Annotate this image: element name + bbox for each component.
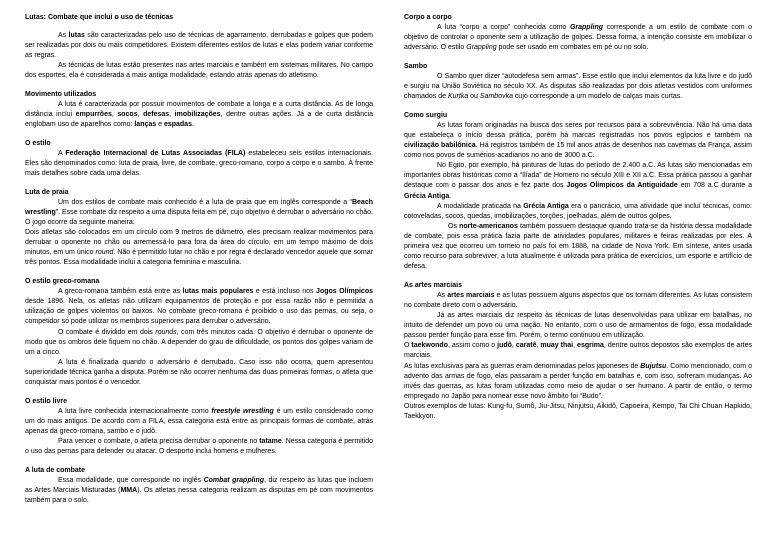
text-run: e as lutas possuem alguns aspectos que os tornam diferentes. As lutas consistem no combate direto com o adversário. <box>404 291 752 309</box>
text-run: corresponde a um estilo de combate com o objetivo de controlar o oponente sem a utilização de golpes. Dessa forma, a intenção consiste em imobilizar o adversário. O estilo <box>404 24 752 52</box>
text-run: , dentre outras ações. Já a de curta distância englobam uso de aparelhos como: <box>25 111 374 129</box>
section-heading: O estilo livre <box>25 397 68 405</box>
bold-text: muay thai <box>540 342 574 350</box>
text-run: . <box>191 121 194 129</box>
left-column <box>25 13 373 506</box>
paragraph <box>404 222 752 272</box>
bold-text: Grécia Antiga <box>404 192 450 200</box>
text-run: O Sambo quer dizer “autodefesa sem armas”. Esse estilo que inclui elementos da luta livre e do judô e surgiu na União Soviética no século XX. As disputas são realizadas por dois atletas vestidos com uniformes chamados de <box>404 72 752 101</box>
section-corpo-a-corpo <box>404 13 752 53</box>
paragraph <box>25 287 373 327</box>
text-run: As lutas foram originadas na busca dos seres por recursos para a sobrevivência. Não há uma data que estabeleça o início dessa prática, porém há marcas registradas nos povos egípcios e também na <box>404 121 752 139</box>
text-run: A <box>58 150 66 158</box>
bold-text: Jogos Olímpicos <box>316 288 373 296</box>
text-run: são caracterizadas pelo uso de técnicas de agarramento, derrubadas e golpes que podem ser realizadas por dois ou mais competidores. Existem diferentes estilos de lutas e elas podem variar conforme as regras. <box>25 32 373 60</box>
text-run: . Como mencionado, com o advento das armas de fogo, elas passaram a perder função em batalhas e, com isso, sofreram mudanças. Ao invés das guerras, as lutas foram utilizadas como meio de ajudar o ser humano. A partir de então, o termo empregado no Japão para nomear esse novo âmbito foi “Budo”. <box>404 362 752 400</box>
paragraph <box>404 121 752 161</box>
paragraph <box>404 291 752 311</box>
document-title: Lutas: Combate que inclui o uso de técnicas <box>25 14 174 21</box>
right-column <box>404 13 752 422</box>
bold-text: Jogos Olímpicos da Antiguidade <box>566 182 678 190</box>
bold-italic-text: freestyle wrestling <box>211 407 274 415</box>
bold-text: Beach wrestling <box>25 198 373 216</box>
text-run: Já as artes marciais diz respeito às técnicas de lutas desenvolvidas para utilizar em batalhas, no intuito de defender um povo ou uma nação. No entanto, com o uso de armamentos de fogo, essa modalidade passou perder função para esse fim. Porém, o termo continuou em utilização. <box>404 312 752 340</box>
section-luta-de-combate <box>25 466 373 506</box>
italic-text: rounds <box>155 328 177 336</box>
bold-text: empurrões <box>75 111 112 119</box>
text-run: Outros exemplos de lutas: Kung-fu, Sumô, Jiu-Jitsu, Ninjutsu, Aikidô, Capoeira, Kempo, Tai Chi Chuan Hapkido, Taekkyon. <box>404 402 752 420</box>
paragraph <box>25 198 373 228</box>
bold-text: MMA <box>120 486 138 494</box>
text-run: , <box>536 342 541 350</box>
text-run: e <box>156 121 164 129</box>
paragraph <box>404 72 752 102</box>
section-heading: Como surgiu <box>404 111 448 119</box>
text-run: era o pancrácio, uma atividade que incluí técnicas, como: cotoveladas, socos, quedas, imobilizações, torções, joelhadas, além de outros golpes. <box>404 202 752 220</box>
section-heading: Corpo a corpo <box>404 14 452 21</box>
text-run: estabeleceu seis estilos internacionais. Eles são denominados como: luta de praia, livre, de combate, greco-romano, corpo a corpo e o sambo. À frente mais detalhes sobre cada uma delas. <box>25 150 373 178</box>
text-run: ). Os atletas nessa categoria realizam as disputas em pé com movimentos também para o solo. <box>25 486 373 504</box>
text-run: O combate é dividido em dois <box>58 328 156 336</box>
italic-text: Kurtka <box>447 93 469 101</box>
text-run: é um estilo considerado como um do mais antigos. De acordo com a FILA, essa categoria está entre as principais formas de combate, atrás apenas da greco-romana, sambo e o judô. <box>25 407 374 435</box>
section-heading: As artes marciais <box>404 281 462 289</box>
text-run: . Nessa categoria é permitido o uso das pernas para defender ou atacar. O desporto inclui homens e mulheres. <box>25 437 373 456</box>
text-run: A modalidade praticada na <box>437 202 524 210</box>
paragraph <box>25 61 373 81</box>
paragraph <box>404 23 752 53</box>
text-run: cujo corresponde a um modelo de calças mais curtas. <box>512 93 683 101</box>
intro-section <box>25 31 373 81</box>
paragraph <box>25 328 373 358</box>
text-run: , <box>511 342 516 350</box>
bold-text: judô <box>497 342 512 350</box>
section-heading: Luta de praia <box>25 188 69 196</box>
bold-text: defesas <box>143 111 170 119</box>
text-run: , <box>137 111 144 119</box>
paragraph <box>404 402 752 422</box>
text-run: No Egito, por exemplo, há pinturas de lutas do período de 2.400 a.C. As lutas são mencionadas em importantes obras históricas como a “Ilíada” de Homero no século XIII e XII a.C. Essa prática passou a ganhar destaque com o passar dos anos e fez parte dos <box>404 162 752 190</box>
italic-text: Grappling <box>466 44 497 52</box>
bold-text: lanças <box>134 121 157 129</box>
bold-italic-text: Combat grappling <box>203 476 265 484</box>
paragraph <box>25 358 373 388</box>
text-run: A luta é finalizada quando o adversário é derrubado. Caso isso não ocorra, quem apresentou superioridade técnica ganha a disputa. Porém se não ocorrer nenhuma das duas primeiras formas, o atleta que conquistar mais pontos é o vencedor. <box>25 358 373 386</box>
bold-text: esgrima <box>577 342 604 350</box>
bold-italic-text: Bujutsu <box>640 362 667 370</box>
bold-text: espadas <box>163 121 192 129</box>
text-run: As <box>58 32 69 40</box>
paragraph <box>25 100 373 130</box>
bold-text: artes marciais <box>447 291 495 299</box>
section-como-surgiu <box>404 111 752 273</box>
text-run: , com três minutos cada. O objetivo é derrubar o oponente de modo que os ombros dele fiquem no chão. A depender do grau de dificuldade, os pontos dos golpes variam de um a cinco. <box>25 328 373 356</box>
bold-text: lutas <box>68 32 85 40</box>
text-run: . Há registros também de 15 mil anos atrás de desenhos nas cavernas da França, assim como nos povos de sumérios-acadianos no ano de 3000 a.C. <box>404 142 752 160</box>
text-run: A greco-romana também está entre as <box>58 288 183 296</box>
text-run: , diz respeito às lutas que incluem as Artes Marciais Misturadas ( <box>25 476 374 494</box>
paragraph <box>25 31 373 61</box>
text-run: , dentre outros depostos são exemplos de artes marciais. <box>404 342 752 360</box>
text-run: , <box>169 111 175 119</box>
text-run: Essa modalidade, que corresponde no inglês <box>58 476 204 484</box>
section-o-estilo <box>25 139 373 179</box>
text-run: , <box>573 342 578 350</box>
paragraph <box>404 341 752 361</box>
text-run: , <box>111 111 118 119</box>
paragraph <box>25 437 373 457</box>
paragraph <box>25 407 373 437</box>
text-run: . Não é permitido lutar no chão e por regra é declarado vencedor aquele que somar três pontos. Essa modalidade inclui a categoria feminina e masculina. <box>25 249 373 267</box>
section-heading: O estilo <box>25 139 51 147</box>
text-run: , assim como o <box>447 342 498 350</box>
text-run: A luta “corpo a corpo” conhecida como <box>437 24 570 32</box>
paragraph <box>25 228 373 268</box>
text-run: desde 1896. Nela, os atletas não utilizam equipamentos de proteção e por essa razão não é permitida a utilização de golpes violentos ou baixos. No combate greco-romana é proibido o uso das pernas, ou seja, o competidor só pode utilizar os membros superiores para derrubar o adversário. <box>25 298 373 326</box>
paragraph <box>25 476 373 506</box>
text-run: Dois atletas são colocados em um círculo com 9 metros de diâmetro, eles precisam realizar movimentos para derrubar o oponente no chão ou arremessá-lo para fora da área do círculo, em um tempo máximo de dois minutos, em um único <box>25 229 373 257</box>
section-heading: A luta de combate <box>25 466 86 474</box>
bold-text: imobilizações <box>174 111 221 119</box>
text-run: Para vencer o combate, o atleta precisa derrubar o oponente no <box>58 437 260 445</box>
text-run: A luta livre conhecida internacionalmente como <box>58 407 212 415</box>
section-heading: O estilo greco-romana <box>25 278 100 286</box>
text-run: Os <box>448 222 460 230</box>
text-run: ou <box>468 93 480 101</box>
section-sambo <box>404 62 752 102</box>
text-run: As <box>437 291 448 299</box>
text-run: . <box>449 192 452 200</box>
bold-text: lutas mais populares <box>182 288 254 296</box>
paragraph <box>404 311 752 341</box>
text-run: pode ser usado em combates em pé ou no solo. <box>496 44 649 52</box>
italic-text: round <box>95 249 114 257</box>
bold-text: caratê <box>515 342 537 350</box>
section-estilo-livre <box>25 397 373 458</box>
paragraph <box>404 161 752 201</box>
text-run: também possuem destaque quando trata-se da história dessa modalidade de combate, pois essa prática fazia parte de atividades populares, militares e feiras realizadas por eles. A primeira vez que ocorreu um torneio no país foi em 1888, na cidade de Nova York. Em síntese, antes usada como recurso para sobreviver, a luta atualmente é utilizada para prática de exercícios, um esporte e artifício de defesa. <box>404 222 753 271</box>
paragraph <box>25 149 373 179</box>
bold-text: taekwondo <box>411 342 448 350</box>
bold-text: socos <box>117 111 138 119</box>
text-run: A luta é caracterizada por possuir movimentos de combate a longa e a curta distância. As de longa distância inclui <box>25 101 373 119</box>
section-greco-romana <box>25 277 373 388</box>
section-heading: Movimento utilizados <box>25 91 97 99</box>
paragraph <box>404 362 752 402</box>
bold-text: tatame <box>259 437 282 445</box>
paragraph <box>404 202 752 222</box>
text-run: As técnicas de lutas estão presentes nas artes marciais e também em sistemas militares. No campo dos esportes, ela é considerada a mais antiga modalidade, estando atrás apenas do atletismo. <box>25 62 373 80</box>
text-run: As lutas exclusivas para as guerras eram denominadas pelos japoneses de <box>404 362 641 370</box>
bold-text: Federação Internacional de Lutas Associadas (FILA) <box>65 150 246 158</box>
text-run: ”. Esse combate diz respeito a uma disputa feita em pé, cujo objetivo é derrubar o adversário no chão. O jogo ocorre da seguinte maneira: <box>25 209 373 227</box>
text-run: em 708 a.C durante a <box>677 182 753 190</box>
bold-italic-text: Grappling <box>569 24 604 32</box>
bold-text: civilização babilônica <box>404 142 476 150</box>
text-run: Um dos estilos de combate mais conhecido é a luta de praia que em inglês corresponde a “ <box>58 198 352 206</box>
bold-text: norte-americanos <box>459 222 518 230</box>
section-heading: Sambo <box>404 62 428 70</box>
italic-text: Sambovka <box>479 93 513 101</box>
section-movimento-utilizados <box>25 90 373 130</box>
text-run: e está incluso nos <box>253 288 317 296</box>
section-artes-marciais <box>404 281 752 422</box>
section-luta-de-praia <box>25 188 373 269</box>
bold-text: Grécia Antiga <box>523 202 569 210</box>
text-run: O <box>404 342 412 350</box>
